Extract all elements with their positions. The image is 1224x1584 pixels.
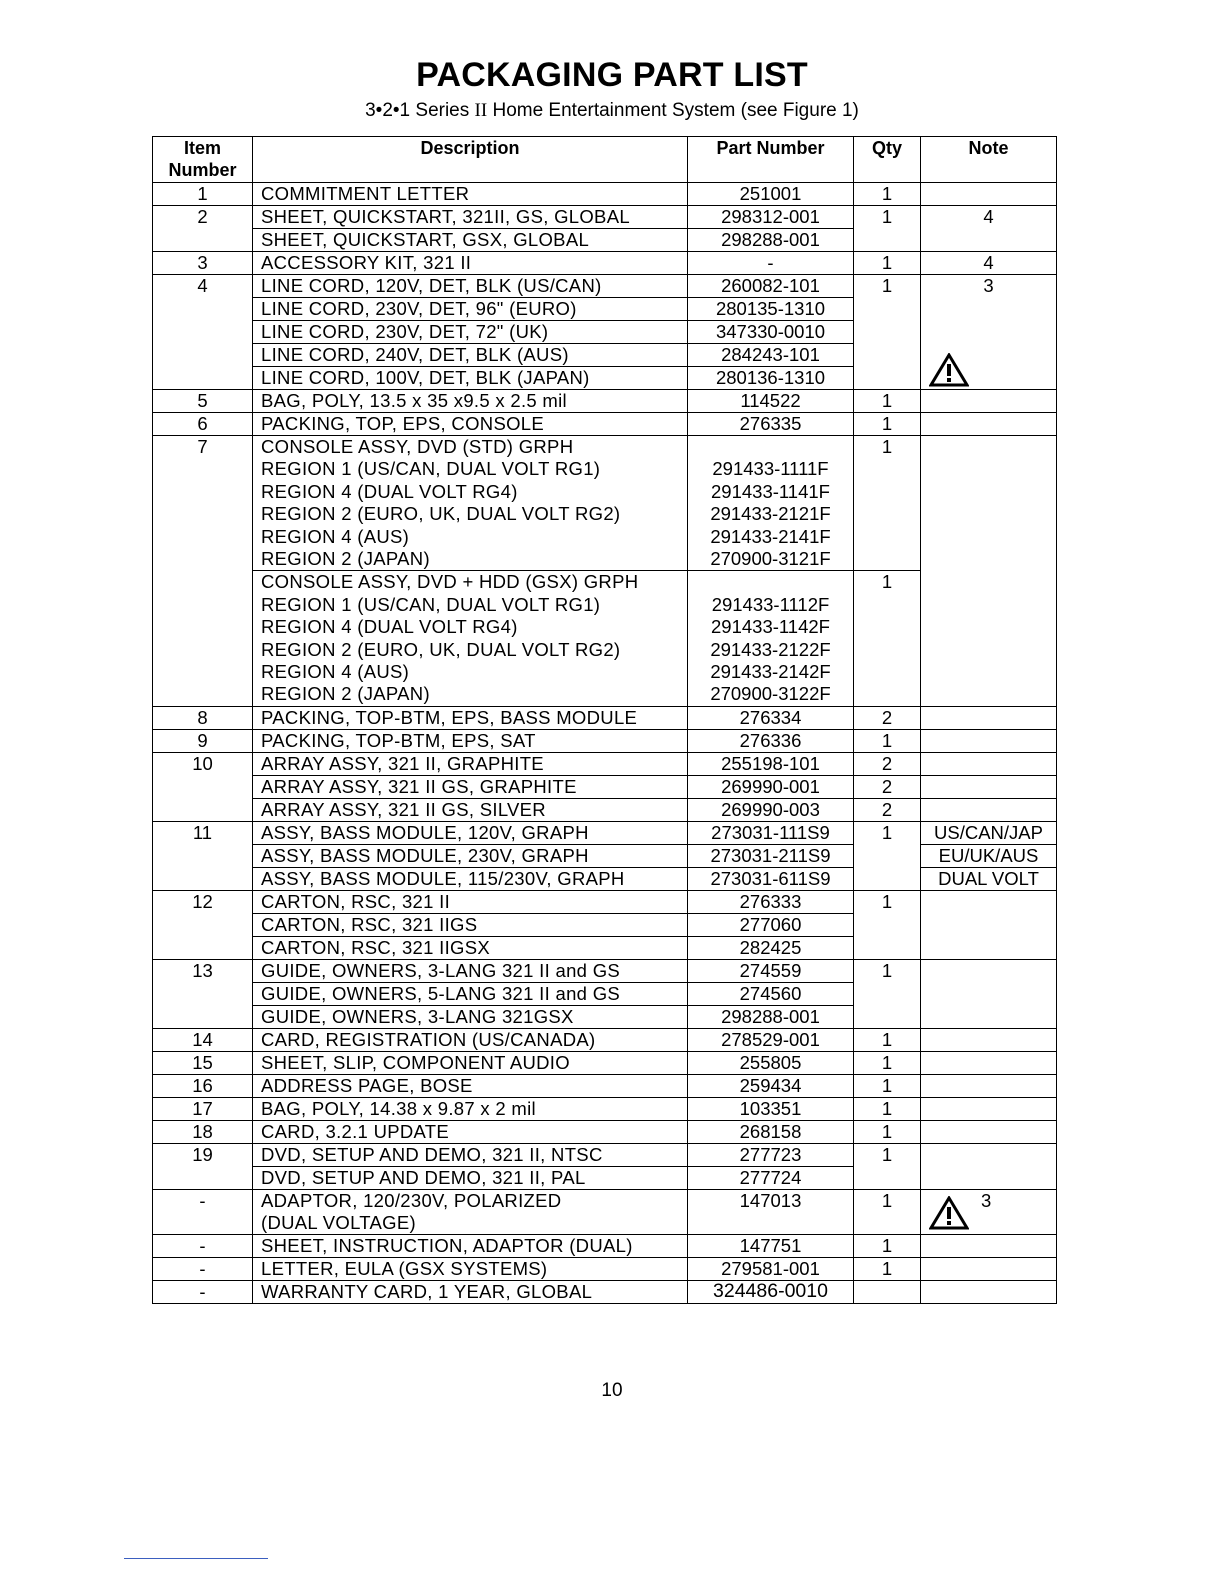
note-cell	[921, 1028, 1057, 1051]
note-cell	[921, 413, 1057, 436]
item-cell: 10	[153, 752, 253, 821]
qty-cell: 1	[854, 1074, 921, 1097]
qty-cell: 2	[854, 706, 921, 729]
header-part-number: Part Number	[688, 137, 854, 183]
qty-cell: 1	[854, 275, 921, 390]
footer-rule	[124, 1558, 268, 1559]
description-cell: GUIDE, OWNERS, 3-LANG 321 II and GS	[253, 959, 688, 982]
page-subtitle: 3•2•1 Series II Home Entertainment System (see Figure 1)	[365, 100, 859, 121]
note-cell	[921, 959, 1057, 1028]
description-cell: GUIDE, OWNERS, 3-LANG 321GSX	[253, 1005, 688, 1028]
table-row	[153, 1097, 1057, 1120]
part-number-cell: 280135-1310	[688, 298, 854, 321]
part-number-cell: 255198-101	[688, 752, 854, 775]
qty-cell: 2	[854, 798, 921, 821]
part-number-cell: 274559	[688, 959, 854, 982]
description-cell: LINE CORD, 230V, DET, 96" (EURO)	[253, 298, 688, 321]
description-cell: BAG, POLY, 13.5 x 35 x9.5 x 2.5 mil	[253, 390, 688, 413]
table-row	[153, 1189, 1057, 1235]
item-cell: -	[153, 1258, 253, 1281]
qty-cell: 2	[854, 775, 921, 798]
description-cell: ADAPTOR, 120/230V, POLARIZED (DUAL VOLTAGE)	[253, 1189, 688, 1235]
note-cell: DUAL VOLT	[921, 867, 1057, 890]
description-cell: ARRAY ASSY, 321 II GS, GRAPHITE	[253, 775, 688, 798]
part-number-cell: 291433-1112F 291433-1142F 291433-2122F 291433-2142F 270900-3122F	[688, 571, 854, 706]
qty-cell: 1	[854, 959, 921, 1028]
qty-cell: 2	[854, 752, 921, 775]
qty-cell: 1	[854, 1143, 921, 1189]
qty-cell: 1	[854, 1235, 921, 1258]
qty-cell: 1	[854, 1189, 921, 1235]
part-number-cell: 277723	[688, 1143, 854, 1166]
part-number-cell: 276336	[688, 729, 854, 752]
warning-triangle-icon	[929, 1196, 969, 1230]
item-cell: 4	[153, 275, 253, 390]
qty-cell: 1	[854, 571, 921, 706]
header-description: Description	[253, 137, 688, 183]
part-number-cell: 347330-0010	[688, 321, 854, 344]
item-cell: 9	[153, 729, 253, 752]
description-cell: SHEET, INSTRUCTION, ADAPTOR (DUAL)	[253, 1235, 688, 1258]
description-cell: CONSOLE ASSY, DVD + HDD (GSX) GRPH REGION 1 (US/CAN, DUAL VOLT RG1) REGION 4 (DUAL VOLT RG4) REGION 2 (EURO, UK, DUAL VOLT RG2) REGION 4 (AUS) REGION 2 (JAPAN)	[253, 571, 688, 706]
table-row	[153, 890, 1057, 913]
part-number-cell: 282425	[688, 936, 854, 959]
qty-cell: 1	[854, 821, 921, 890]
part-number-cell: 278529-001	[688, 1028, 854, 1051]
description-cell: ASSY, BASS MODULE, 120V, GRAPH	[253, 821, 688, 844]
part-number-cell: -	[688, 252, 854, 275]
table-row	[153, 1143, 1057, 1166]
description-cell: ARRAY ASSY, 321 II, GRAPHITE	[253, 752, 688, 775]
note-cell	[921, 1097, 1057, 1120]
qty-cell: 1	[854, 436, 921, 571]
description-cell: CARTON, RSC, 321 II	[253, 890, 688, 913]
description-cell: LINE CORD, 100V, DET, BLK (JAPAN)	[253, 367, 688, 390]
description-cell: DVD, SETUP AND DEMO, 321 II, PAL	[253, 1166, 688, 1189]
part-number-cell: 273031-611S9	[688, 867, 854, 890]
item-cell: 5	[153, 390, 253, 413]
qty-cell: 1	[854, 1258, 921, 1281]
description-cell: ASSY, BASS MODULE, 230V, GRAPH	[253, 844, 688, 867]
part-number-cell: 269990-003	[688, 798, 854, 821]
note-cell: EU/UK/AUS	[921, 844, 1057, 867]
note-cell: 4	[921, 206, 1057, 252]
table-row	[153, 390, 1057, 413]
qty-cell: 1	[854, 1120, 921, 1143]
note-cell	[921, 1051, 1057, 1074]
item-cell: 19	[153, 1143, 253, 1189]
note-cell	[921, 1258, 1057, 1281]
page-title: PACKAGING PART LIST	[416, 56, 808, 94]
part-number-cell: 276333	[688, 890, 854, 913]
note-cell	[921, 729, 1057, 752]
table-row	[153, 413, 1057, 436]
note-cell: US/CAN/JAP	[921, 821, 1057, 844]
qty-cell: 1	[854, 206, 921, 252]
table-row	[153, 798, 1057, 821]
description-cell: COMMITMENT LETTER	[253, 183, 688, 206]
note-cell	[921, 390, 1057, 413]
table-row	[153, 729, 1057, 752]
description-cell: PACKING, TOP-BTM, EPS, SAT	[253, 729, 688, 752]
note-value: 3	[981, 1189, 992, 1211]
item-cell: 8	[153, 706, 253, 729]
part-number-cell: 298312-001	[688, 206, 854, 229]
description-cell: LETTER, EULA (GSX SYSTEMS)	[253, 1258, 688, 1281]
table-row	[153, 959, 1057, 982]
part-number-cell: 114522	[688, 390, 854, 413]
description-cell: LINE CORD, 240V, DET, BLK (AUS)	[253, 344, 688, 367]
qty-cell: 1	[854, 390, 921, 413]
item-cell: 13	[153, 959, 253, 1028]
part-number-cell: 298288-001	[688, 1005, 854, 1028]
table-row	[153, 1281, 1057, 1304]
description-cell: CARTON, RSC, 321 IIGS	[253, 913, 688, 936]
part-number-cell: 280136-1310	[688, 367, 854, 390]
item-cell: -	[153, 1189, 253, 1235]
item-cell: 3	[153, 252, 253, 275]
note-cell	[921, 436, 1057, 707]
description-cell: SHEET, SLIP, COMPONENT AUDIO	[253, 1051, 688, 1074]
item-cell: 15	[153, 1051, 253, 1074]
table-row	[153, 1028, 1057, 1051]
table-row	[153, 1235, 1057, 1258]
note-cell	[921, 1281, 1057, 1304]
part-number-cell: 291433-1111F 291433-1141F 291433-2121F 291433-2141F 270900-3121F	[688, 436, 854, 571]
part-number-cell: 276335	[688, 413, 854, 436]
table-row	[153, 1051, 1057, 1074]
description-cell: DVD, SETUP AND DEMO, 321 II, NTSC	[253, 1143, 688, 1166]
note-cell: 4	[921, 252, 1057, 275]
description-cell: ACCESSORY KIT, 321 II	[253, 252, 688, 275]
qty-cell: 1	[854, 1051, 921, 1074]
part-number-cell: 277060	[688, 913, 854, 936]
part-number-cell: 147013	[688, 1189, 854, 1235]
note-cell	[921, 183, 1057, 206]
description-cell: WARRANTY CARD, 1 YEAR, GLOBAL	[253, 1281, 688, 1304]
table-header-row	[153, 137, 1057, 183]
note-cell	[921, 1074, 1057, 1097]
description-cell: CARD, REGISTRATION (US/CANADA)	[253, 1028, 688, 1051]
description-cell: PACKING, TOP-BTM, EPS, BASS MODULE	[253, 706, 688, 729]
table-row	[153, 752, 1057, 775]
qty-cell	[854, 1281, 921, 1304]
item-cell: 7	[153, 436, 253, 707]
note-cell	[921, 752, 1057, 775]
qty-cell: 1	[854, 1028, 921, 1051]
item-cell: 14	[153, 1028, 253, 1051]
part-number-cell: 284243-101	[688, 344, 854, 367]
note-cell	[921, 890, 1057, 959]
note-cell	[921, 798, 1057, 821]
table-row	[153, 183, 1057, 206]
description-cell: ARRAY ASSY, 321 II GS, SILVER	[253, 798, 688, 821]
table-row	[153, 436, 1057, 571]
part-number-cell: 259434	[688, 1074, 854, 1097]
table-row	[153, 206, 1057, 229]
part-number-cell: 251001	[688, 183, 854, 206]
page-number: 10	[601, 1380, 623, 1401]
item-cell: 6	[153, 413, 253, 436]
part-number-cell: 103351	[688, 1097, 854, 1120]
table-row	[153, 1120, 1057, 1143]
table-row	[153, 775, 1057, 798]
table-row	[153, 1258, 1057, 1281]
note-cell	[921, 1235, 1057, 1258]
description-cell: ASSY, BASS MODULE, 115/230V, GRAPH	[253, 867, 688, 890]
part-number-cell: 147751	[688, 1235, 854, 1258]
item-cell: -	[153, 1235, 253, 1258]
header-note: Note	[921, 137, 1057, 183]
part-number-cell: 277724	[688, 1166, 854, 1189]
table-row	[153, 252, 1057, 275]
description-cell: LINE CORD, 230V, DET, 72" (UK)	[253, 321, 688, 344]
description-cell: BAG, POLY, 14.38 x 9.87 x 2 mil	[253, 1097, 688, 1120]
description-cell: LINE CORD, 120V, DET, BLK (US/CAN)	[253, 275, 688, 298]
description-cell: PACKING, TOP, EPS, CONSOLE	[253, 413, 688, 436]
note-value: 3	[983, 275, 994, 296]
qty-cell: 1	[854, 1097, 921, 1120]
qty-cell: 1	[854, 252, 921, 275]
part-number-cell: 260082-101	[688, 275, 854, 298]
description-cell: CONSOLE ASSY, DVD (STD) GRPH REGION 1 (US/CAN, DUAL VOLT RG1) REGION 4 (DUAL VOLT RG4) REGION 2 (EURO, UK, DUAL VOLT RG2) REGION 4 (AUS) REGION 2 (JAPAN)	[253, 436, 688, 571]
item-cell: 2	[153, 206, 253, 252]
table-row	[153, 275, 1057, 298]
note-cell	[921, 1120, 1057, 1143]
item-cell: 1	[153, 183, 253, 206]
table-row	[153, 706, 1057, 729]
table-row	[153, 867, 1057, 890]
part-number-cell: 255805	[688, 1051, 854, 1074]
description-cell: SHEET, QUICKSTART, 321II, GS, GLOBAL	[253, 206, 688, 229]
note-cell	[921, 706, 1057, 729]
description-cell: ADDRESS PAGE, BOSE	[253, 1074, 688, 1097]
description-cell: CARD, 3.2.1 UPDATE	[253, 1120, 688, 1143]
qty-cell: 1	[854, 729, 921, 752]
packaging-parts-table	[152, 136, 1057, 1304]
part-number-cell: 274560	[688, 982, 854, 1005]
description-cell: GUIDE, OWNERS, 5-LANG 321 II and GS	[253, 982, 688, 1005]
note-cell	[921, 775, 1057, 798]
description-cell: SHEET, QUICKSTART, GSX, GLOBAL	[253, 229, 688, 252]
qty-cell: 1	[854, 890, 921, 959]
part-number-cell: 269990-001	[688, 775, 854, 798]
part-number-cell: 273031-111S9	[688, 821, 854, 844]
note-cell	[921, 1143, 1057, 1189]
part-number-cell: 298288-001	[688, 229, 854, 252]
item-cell: 17	[153, 1097, 253, 1120]
part-number-cell: 324486-0010	[688, 1281, 854, 1304]
item-cell: -	[153, 1281, 253, 1304]
header-item-number: Item Number	[153, 137, 253, 183]
part-number-cell: 273031-211S9	[688, 844, 854, 867]
item-cell: 16	[153, 1074, 253, 1097]
part-number-cell: 268158	[688, 1120, 854, 1143]
warning-triangle-icon	[929, 353, 969, 387]
qty-cell: 1	[854, 183, 921, 206]
part-number-cell: 279581-001	[688, 1258, 854, 1281]
item-cell: 18	[153, 1120, 253, 1143]
note-cell	[921, 275, 1057, 390]
note-cell	[921, 1189, 1057, 1235]
qty-cell: 1	[854, 413, 921, 436]
part-number-cell: 276334	[688, 706, 854, 729]
item-cell: 12	[153, 890, 253, 959]
header-qty: Qty	[854, 137, 921, 183]
item-cell: 11	[153, 821, 253, 890]
table-row	[153, 844, 1057, 867]
table-row	[153, 1074, 1057, 1097]
description-cell: CARTON, RSC, 321 IIGSX	[253, 936, 688, 959]
table-row	[153, 821, 1057, 844]
